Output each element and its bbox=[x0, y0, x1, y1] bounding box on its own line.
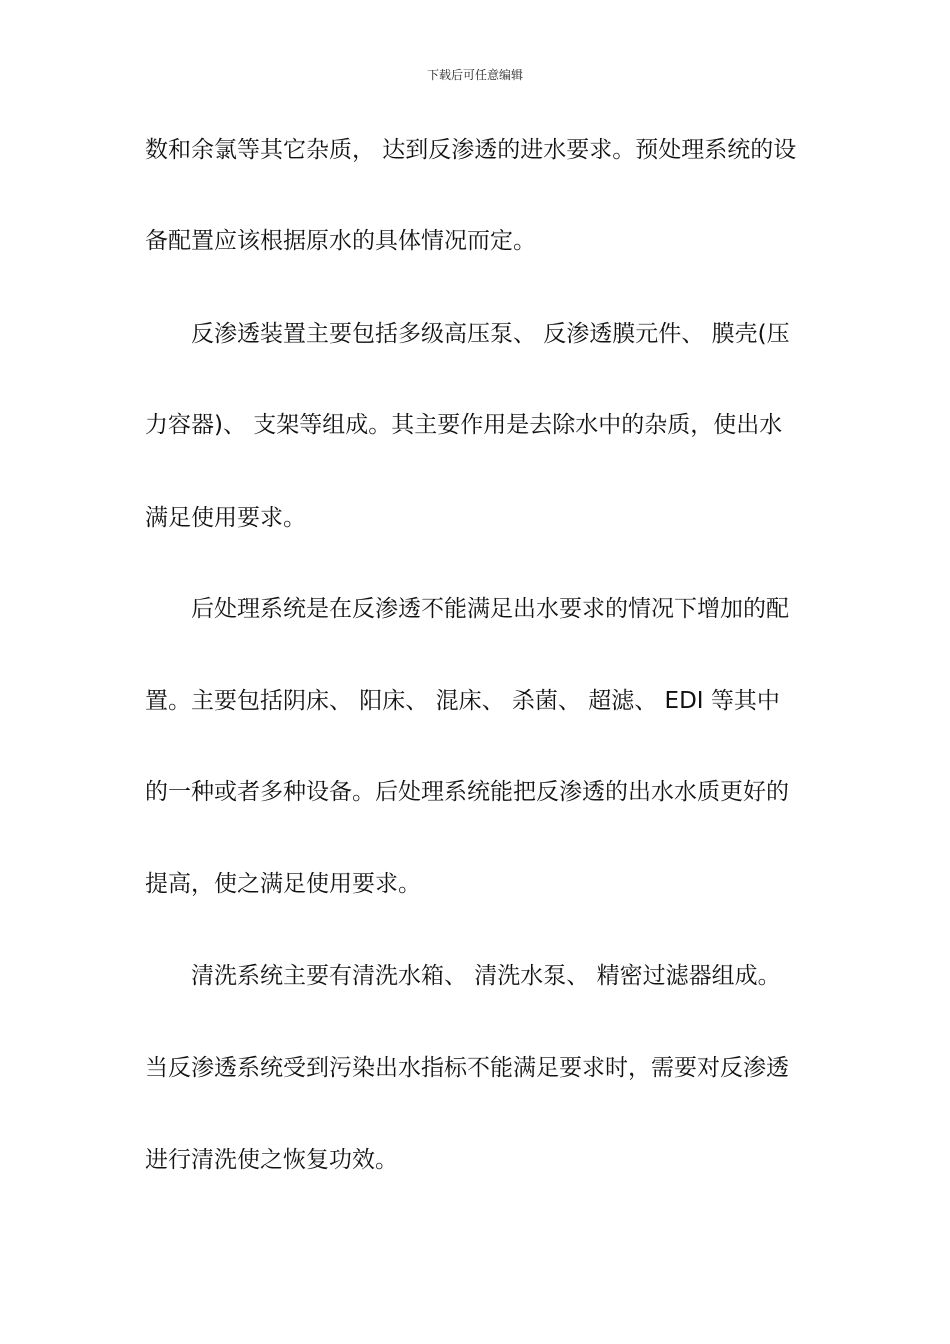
text-line: 数和余氯等其它杂质， 达到反渗透的进水要求。预处理系统的设 bbox=[145, 137, 797, 163]
paragraph-start-line: 反渗透装置主要包括多级高压泵、 反渗透膜元件、 膜壳(压 bbox=[191, 321, 790, 347]
text-line: 进行清洗使之恢复功效。 bbox=[145, 1147, 398, 1173]
text-line: 当反渗透系统受到污染出水指标不能满足要求时，需要对反渗透 bbox=[145, 1055, 789, 1081]
text-line: 满足使用要求。 bbox=[145, 505, 306, 531]
text-line: 备配置应该根据原水的具体情况而定。 bbox=[145, 228, 536, 254]
page-header: 下载后可任意编辑 bbox=[426, 68, 523, 82]
text-line: 的一种或者多种设备。后处理系统能把反渗透的出水水质更好的 bbox=[145, 779, 789, 805]
paragraph-start-line: 清洗系统主要有清洗水箱、 清洗水泵、 精密过滤器组成。 bbox=[191, 963, 781, 989]
text-line: 力容器)、 支架等组成。其主要作用是去除水中的杂质，使出水 bbox=[145, 412, 783, 438]
paragraph-start-line: 后处理系统是在反渗透不能满足出水要求的情况下增加的配 bbox=[191, 596, 789, 622]
text-line: 提高，使之满足使用要求。 bbox=[145, 871, 421, 897]
text-line: 置。主要包括阴床、 阳床、 混床、 杀菌、 超滤、 EDI 等其中 bbox=[145, 688, 780, 714]
